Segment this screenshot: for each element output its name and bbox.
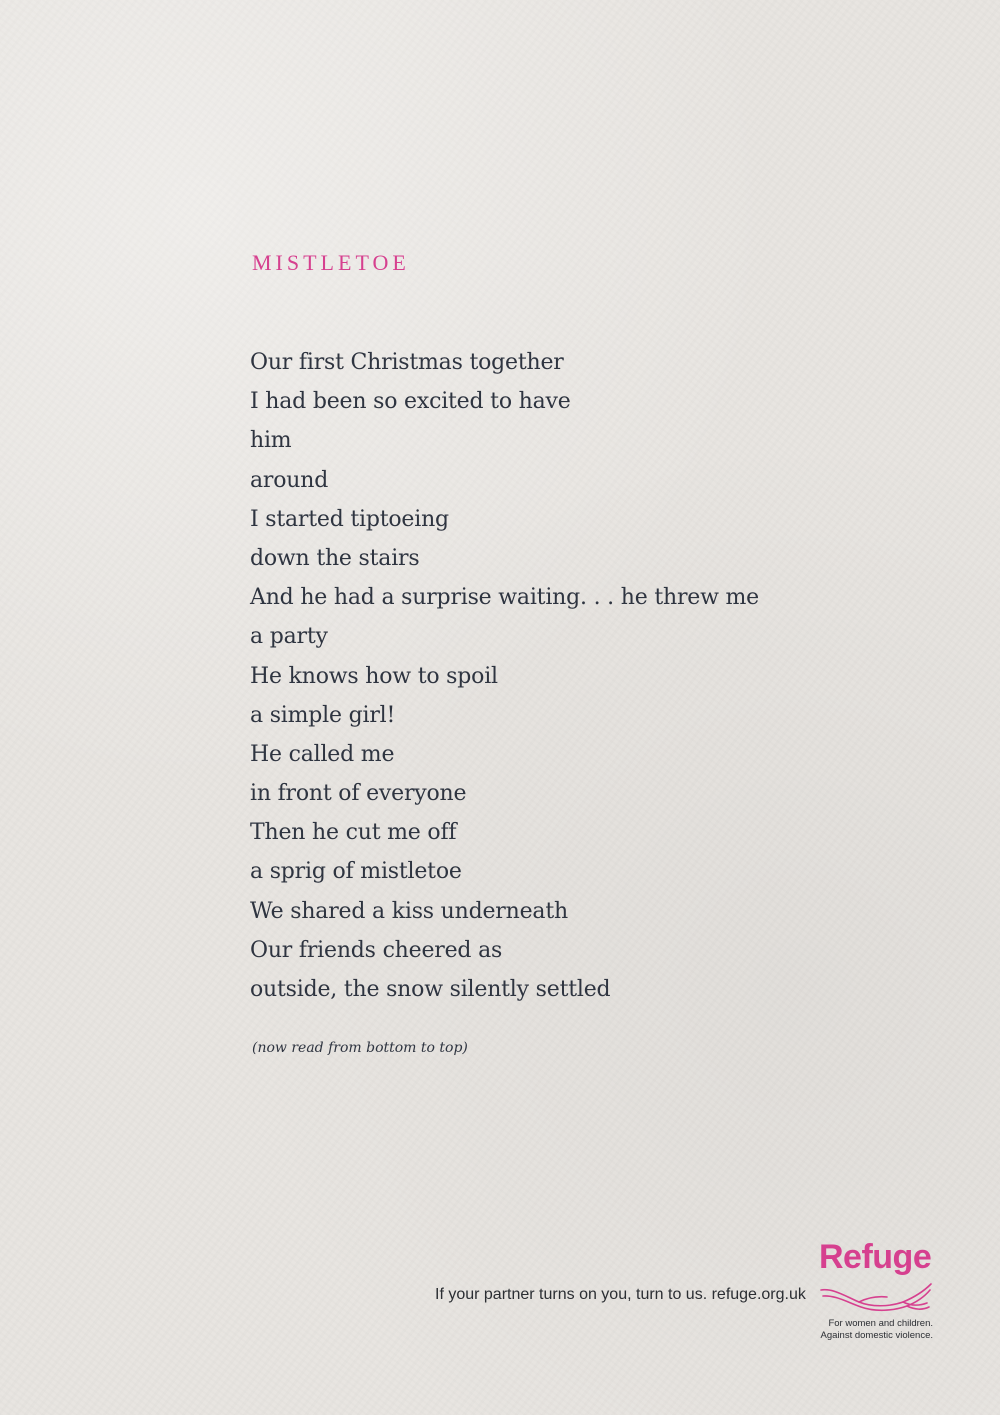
logo-wordmark: Refuge bbox=[819, 1238, 932, 1276]
refuge-logo bbox=[815, 1238, 940, 1348]
poem-line: him bbox=[250, 428, 292, 454]
poem-line: around bbox=[250, 467, 329, 493]
poem-line: outside, the snow silently settled bbox=[250, 977, 611, 1002]
poem-line: a sprig of mistletoe bbox=[250, 859, 462, 885]
poem-lines bbox=[250, 343, 759, 1009]
poem-line: We shared a kiss underneath bbox=[250, 898, 568, 924]
poem-line: a party bbox=[250, 624, 328, 650]
poem-line: I started tiptoeing bbox=[250, 506, 449, 532]
logo-subline bbox=[815, 1318, 933, 1342]
poem-line: a simple girl! bbox=[250, 702, 396, 728]
poem-line: And he had a surprise waiting. . . he threw me bbox=[250, 585, 760, 611]
logo-subline-2: Against domestic violence. bbox=[820, 1330, 933, 1341]
poem-line: Our first Christmas together bbox=[250, 350, 564, 375]
tagline: If your partner turns on you, turn to us. refuge.org.uk bbox=[435, 1286, 806, 1303]
reading-note: (now read from bottom to top) bbox=[252, 1040, 468, 1056]
poem-line: Our friends cheered as bbox=[250, 937, 503, 963]
hands-icon bbox=[819, 1276, 934, 1316]
poem-line: in front of everyone bbox=[250, 781, 467, 807]
poem-line: He called me bbox=[250, 741, 395, 767]
poem-line: He knows how to spoil bbox=[250, 663, 498, 689]
poem-line: Then he cut me off bbox=[250, 820, 457, 846]
logo-subline-1: For women and children. bbox=[828, 1318, 933, 1329]
poem-title: MISTLETOE bbox=[252, 250, 410, 275]
poem-line: down the stairs bbox=[250, 545, 420, 571]
poem-line: I had been so excited to have bbox=[250, 389, 571, 415]
